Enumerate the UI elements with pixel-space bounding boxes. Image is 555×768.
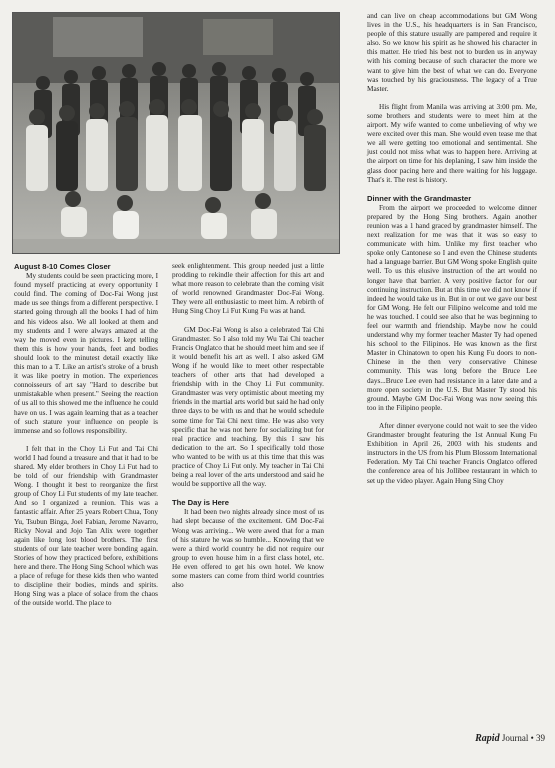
paragraph: His flight from Manila was arriving at 3:00 pm. Me, some brothers and students were to meet him at the airport. My wife wanted to come unbelieving of why we were excited over this man. She would even tease me that we all were getting too emotional and sentimental. She just could not miss what was to happen here. Arriving at the airport on time for his deplaning, I saw him inside the glass door pacing here and there waiting for his luggage. That's it. The rest is history. [367, 102, 537, 184]
paragraph: and can live on cheap accommodations but GM Wong lives in the U.S., his headquarters is in San Francisco, people of this stature usually are pampered and require it also. So we know his spirit as he showed his character in this matter. He tried his best not to burden us in anyway with his coming because of such character the more we want to give him the best of what we can do. Everyone was touched by his graciousness. The legacy of a True Master. [367, 12, 537, 93]
section-heading-august: August 8-10 Comes Closer [14, 262, 111, 271]
paragraph: GM Doc-Fai Wong is also a celebrated Tai Chi Grandmaster. So I also told my Wu Tai Chi teacher Francis Onglatco that he should meet him and see if it would benefit his art as well. I also asked GM Wong if he would like to meet other respectable teachers of other arts that had developed a friendship with in the Choy Li Fut community. Grandmaster was very optimistic about meeting my friends in the martial arts world but said he had only three days to be with us and that he would schedule some time for Tai Chi next time. He was also very specific that he was not here for socializing but for real practice and teaching. By this I saw his dedication to the art. So I specifically told those who wanted to be with us at this time that this was practice of Choy Li Fut only. My teacher in Tai Chi being a real lover of the arts understood and said he would be supportive all the way. [172, 325, 324, 489]
section-heading-dinner: Dinner with the Grandmaster [367, 193, 472, 203]
paragraph: My students could be seen practicing more, I found myself practicing at every opportunity I could find. The coming of Doc-Fai Wong just made us see things from a different perspective. I started going through all the books I had of him and his videos also. We all looked at them and my students and I were always amazed at the way he moved even in pictures. I kept telling them this is how your hands, feet and bodies should look to the minutest detail exactly like this man to a T. Like an artist's stroke of a brush it was like poetry in motion. The experiences connoisseurs of art say "Hard to describe but unmistakable when present." Seeing the reaction of us all to this showed me the influence he could have on us. I was again learning that as a teacher of such stature your influence on people is immense and so follows responsibility. [14, 272, 158, 435]
paragraph: seek enlightenment. This group needed just a little prodding to rekindle their affection for this art and what more reason to celebrate than the coming visit of world renowned Grandmaster Doc-Fai Wong. They were all enthusiastic to meet him. A rebirth of Hung Sing Choy Li Fut Kung Fu was at hand. [172, 262, 324, 316]
column-right [367, 12, 537, 486]
paragraph: From the airport we proceeded to welcome dinner prepared by the Hong Sing brothers. Again another reunion was a 1 hand graced by grandmaster himself. The next realization for me was that it was so easy to communicate with him. Unlike my first teacher who spoke only Cantonese so I and even the Chinese students had a language barrier. But GM Wong spoke English quite well. To us this elusive instruction of the art would no longer have that barrier. A very positive factor for our continuing instruction. But at this time we did not know if indeed he would take us in. But in or out we gave our best for GM Wong. He felt our Filipino welcome and told me he was touched. I could see also that he was beginning to feel our warmth and friendship. Maybe now he could understand why my former teacher Master Ty had opened his school to the Filipinos. He was known as the first Master in Chinatown to open his Kung Fu doors to non-Chinese in the then very conservative Chinese community. This was long before the Bruce Lee days...Bruce Lee even had resistance in a later date and a more open society in the U.S. But Master Ty stood his ground. Maybe GM Doc-Fai Wong was now seeing this too in the Filipino people. [367, 203, 537, 412]
page-footer [420, 733, 545, 747]
magazine-brand: Rapid [475, 733, 500, 744]
paragraph: After dinner everyone could not wait to see the video Grandmaster brought featuring the 1st Annual Kung Fu Exhibition in April 26, 2003 with his students and instructors in the US from his Plum Blossom International Federation. My Tai Chi teacher Francis Onglatco offered the conference area of his Jollibee restaurant in which to set up the video player. Again Hung Sing Choy [367, 421, 537, 485]
separator-icon: • [530, 733, 534, 743]
group-photo [12, 12, 340, 254]
column-left [14, 262, 158, 608]
paragraph: It had been two nights already since most of us had slept because of the excitement. GM Doc-Fai Wong was arriving... We were awed that for a man of his stature he was so humble... Knowing that we were a third world country he did not require our group to even house him in a first class hotel, etc. He even offered to get his own hotel. We know some masters can come from third world countries also [172, 508, 324, 590]
magazine-section: Journal [501, 733, 529, 743]
group-photo-image [13, 13, 339, 253]
column-middle [172, 262, 324, 590]
page-number: 39 [536, 733, 545, 743]
section-heading-day-is-here: The Day is Here [172, 498, 229, 508]
paragraph: I felt that in the Choy Li Fut and Tai Chi world I had found a treasure and that it had to be shared. My elder brothers in Choy Li Fut had to be told of our friendship with Grandmaster Wong. I thought it best to reorganize the first group of Choy Li Fut students of my late teacher. And so I organized a reunion. This was a fantastic affair. After 25 years Robert Chua, Tony Yu, Tsubun Binga, Joel Fabian, Jerome Navarro, Ricky Noval and Jojo Tan Alix were together again like long lost blood brothers. The first students of our late teacher were bonding again. Stories of how they practiced before, exhibitions here and there. The Hong Sing School which was a place of refuge for these kids then who wanted to discipline their bodies, minds and spirits. Hong Sing was a place of solace from the chaos of the outside world. The place to [14, 444, 158, 608]
